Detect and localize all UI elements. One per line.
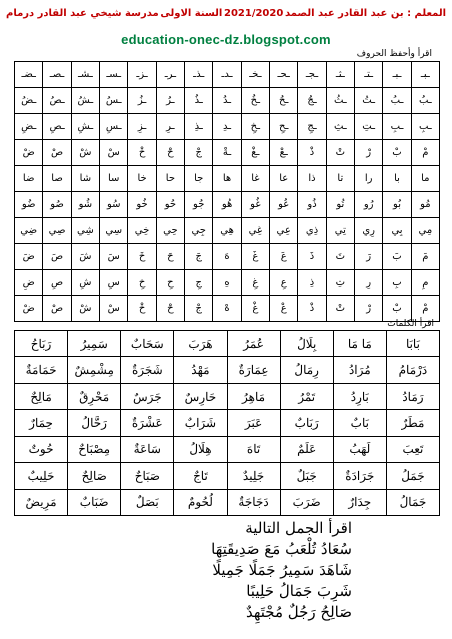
letter-cell: مْ (411, 140, 439, 166)
letter-cell: هْ (213, 296, 241, 322)
word-cell: تَمْرُ (280, 383, 333, 409)
letter-cell: عُو (270, 192, 298, 218)
letter-cell: شِ (71, 270, 99, 296)
letter-cell: مِ (411, 270, 439, 296)
letter-cell: سُو (100, 192, 128, 218)
letter-cell: هُو (213, 192, 241, 218)
letter-cell: سِي (100, 218, 128, 244)
word-cell: مِشْمِشٌ (68, 357, 121, 383)
word-cell: رَبَاحُ (15, 331, 68, 357)
letter-cell: ـرِ (156, 114, 184, 140)
letter-cell: را (355, 166, 383, 192)
letter-cell: ـبُ (383, 88, 411, 114)
word-cell: عَلَمٌ (280, 436, 333, 462)
letter-cell: شُو (71, 192, 99, 218)
word-cell: مَالِحٌ (15, 383, 68, 409)
word-cell: رِمَالُ (280, 357, 333, 383)
letter-cell: تْ (326, 140, 354, 166)
word-cell: جِدَارٌ (333, 489, 386, 515)
letter-cell: مَ (411, 244, 439, 270)
letters-row (15, 114, 440, 140)
letter-cell: رِ (355, 270, 383, 296)
letter-cell: ـجُ (298, 88, 326, 114)
letter-cell: ضِ (15, 270, 43, 296)
letter-cell: ـدِ (213, 114, 241, 140)
letter-cell: خِ (128, 270, 156, 296)
letter-cell: صْ (43, 140, 71, 166)
word-cell: لَهَبُ (333, 436, 386, 462)
letter-cell: ـحِ (270, 114, 298, 140)
letter-cell: غِي (241, 218, 269, 244)
word-cell: حَمَامَةٌ (15, 357, 68, 383)
teacher-name: المعلم : بن عبد القادر عبد الصمد (284, 8, 446, 19)
word-cell: حَارِسٌ (174, 383, 227, 409)
letter-cell: ـدـ (213, 62, 241, 88)
word-cell: سَاعَةٌ (121, 436, 174, 462)
word-cell: عَبَرَ (227, 410, 280, 436)
letter-cell: غِ (241, 270, 269, 296)
letter-cell: غُو (241, 192, 269, 218)
word-cell: جَرَادَةٌ (333, 463, 386, 489)
letter-cell: جْ (185, 296, 213, 322)
letters-row (15, 218, 440, 244)
letter-cell: ـشِ (71, 114, 99, 140)
letter-cell: بُو (383, 192, 411, 218)
letter-cell: خُو (128, 192, 156, 218)
letter-cell: ذِي (298, 218, 326, 244)
word-cell: مِصْبَاحٌ (68, 436, 121, 462)
letter-cell: صا (43, 166, 71, 192)
letter-cell: حْ (156, 140, 184, 166)
grade-label: السنة الاولى (160, 8, 223, 19)
letter-cell: ذا (298, 166, 326, 192)
letter-cell: رَ (355, 244, 383, 270)
letter-cell: ـثـ (326, 62, 354, 88)
page-header (6, 8, 446, 24)
letter-cell: ـبِ (411, 114, 439, 140)
word-cell: بِلَالُ (280, 331, 333, 357)
letters-row (15, 192, 440, 218)
letter-cell: ذْ (298, 140, 326, 166)
words-row (15, 383, 440, 409)
words-row (15, 410, 440, 436)
word-cell: جَمَالُ (386, 489, 439, 515)
letter-cell: شِي (71, 218, 99, 244)
letter-cell: خْ (128, 140, 156, 166)
words-table (14, 330, 440, 516)
letters-row (15, 270, 440, 296)
letter-cell: صِ (43, 270, 71, 296)
word-cell: بَابَا (386, 331, 439, 357)
letter-cell: عَ (270, 244, 298, 270)
letter-cell: مِي (411, 218, 439, 244)
letter-cell: ـذِ (185, 114, 213, 140)
letter-cell: خَ (128, 244, 156, 270)
letter-cell: صُو (43, 192, 71, 218)
letter-cell: جِي (185, 218, 213, 244)
letter-cell: ـصِ (43, 114, 71, 140)
letter-cell: ـزـ (128, 62, 156, 88)
word-cell: مَا مَا (333, 331, 386, 357)
word-cell: حُوتٌ (15, 436, 68, 462)
word-cell: مُرَادُ (333, 357, 386, 383)
sentences-title: اقرأ الجمل التالية (245, 519, 352, 537)
letter-cell: ذِ (298, 270, 326, 296)
letter-cell: رُو (355, 192, 383, 218)
word-cell: دَجَاجَةٌ (227, 489, 280, 515)
letter-cell: حَ (156, 244, 184, 270)
word-cell: تَاهَ (227, 436, 280, 462)
letter-cell: ذَ (298, 244, 326, 270)
letter-cell: رِي (355, 218, 383, 244)
letter-cell: ـصـ (43, 62, 71, 88)
letter-cell: ـخِ (241, 114, 269, 140)
letter-cell: ـبـ (411, 62, 439, 88)
letter-cell: ـشـ (71, 62, 99, 88)
letter-cell: غَ (241, 244, 269, 270)
letter-cell: ـسـ (100, 62, 128, 88)
word-cell: سَمِيرُ (68, 331, 121, 357)
words-row (15, 331, 440, 357)
letters-section-label: اقرأ وأحفظ الحروف (356, 49, 432, 59)
letter-cell: ضَ (15, 244, 43, 270)
letter-cell: شْ (71, 140, 99, 166)
letter-cell: ـخـ (241, 62, 269, 88)
word-cell: لُحُومٌ (174, 489, 227, 515)
words-section-label: اقرأ الكلمات (387, 319, 434, 329)
letter-cell: ـشُ (71, 88, 99, 114)
letter-cell: ضْ (15, 140, 43, 166)
letters-row (15, 244, 440, 270)
letter-cell: بْ (383, 296, 411, 322)
letter-cell: هَ (213, 244, 241, 270)
letter-cell: عِ (270, 270, 298, 296)
letters-row (15, 62, 440, 88)
letter-cell: ضِي (15, 218, 43, 244)
word-cell: جَمَلُ (386, 463, 439, 489)
letter-cell: تِي (326, 218, 354, 244)
sentences-block (52, 518, 352, 623)
letter-cell: بَ (383, 244, 411, 270)
word-cell: ضَبَابٌ (68, 489, 121, 515)
letter-cell: سِ (100, 270, 128, 296)
letter-cell: عا (270, 166, 298, 192)
letter-cell: ـذُ (185, 88, 213, 114)
letter-cell: با (383, 166, 411, 192)
letters-table (14, 61, 440, 322)
letter-cell: حِي (156, 218, 184, 244)
letter-cell: ـبُ (411, 88, 439, 114)
letter-cell: صْ (43, 296, 71, 322)
letter-cell: صَ (43, 244, 71, 270)
word-cell: شَجَرَةٌ (121, 357, 174, 383)
word-cell: مَرِيضٌ (15, 489, 68, 515)
letter-cell: هِي (213, 218, 241, 244)
words-row (15, 463, 440, 489)
word-cell: ضَرَبَ (280, 489, 333, 515)
letter-cell: ها (213, 166, 241, 192)
letter-cell: ـجـ (298, 62, 326, 88)
sentence-line: شَاهَدَ سَمِيرُ جَمَلًا جَمِيلًا (212, 561, 352, 579)
words-row (15, 357, 440, 383)
letter-cell: بِ (383, 270, 411, 296)
word-cell: جَرَسٌ (121, 383, 174, 409)
letter-cell: غا (241, 166, 269, 192)
letter-cell: ذُو (298, 192, 326, 218)
letter-cell: حا (156, 166, 184, 192)
word-cell: مَطَرٌ (386, 410, 439, 436)
letter-cell: جِ (185, 270, 213, 296)
letter-cell: مُو (411, 192, 439, 218)
letter-cell: شا (71, 166, 99, 192)
letter-cell: ما (411, 166, 439, 192)
word-cell: عَشْرَةٌ (121, 410, 174, 436)
letter-cell: ـضِ (15, 114, 43, 140)
letter-cell: ذْ (298, 296, 326, 322)
word-cell: سَحَابٌ (121, 331, 174, 357)
letter-cell: خْ (128, 296, 156, 322)
letter-cell: ـصُ (43, 88, 71, 114)
letter-cell: شَ (71, 244, 99, 270)
letter-cell: مْ (411, 296, 439, 322)
letter-cell: غْ (241, 296, 269, 322)
letter-cell: عْ (270, 296, 298, 322)
letter-cell: بِي (383, 218, 411, 244)
letter-cell: تْ (326, 296, 354, 322)
letter-cell: ضُو (15, 192, 43, 218)
blog-url: education-onec-dz.blogspot.com (121, 32, 331, 47)
letter-cell: ـعْ (270, 140, 298, 166)
letter-cell: ضْ (15, 296, 43, 322)
letter-cell: ـرُ (156, 88, 184, 114)
sentence-line: شَرِبَ جَمَالُ حَلِيبًا (246, 582, 352, 600)
letter-cell: جُو (185, 192, 213, 218)
word-cell: مَاهِرُ (227, 383, 280, 409)
word-cell: رَمَادُ (386, 383, 439, 409)
letter-cell: ـةْ (213, 140, 241, 166)
word-cell: عُمَرُ (227, 331, 280, 357)
letter-cell: خِي (128, 218, 156, 244)
letters-row (15, 88, 440, 114)
letter-cell: ـبِ (383, 114, 411, 140)
letter-cell: ـزِ (128, 114, 156, 140)
letter-cell: ـحُ (270, 88, 298, 114)
letter-cell: سا (100, 166, 128, 192)
word-cell: بَارِدُ (333, 383, 386, 409)
letter-cell: ـثِ (326, 114, 354, 140)
letter-cell: هِ (213, 270, 241, 296)
letter-cell: سَ (100, 244, 128, 270)
letter-cell: ـثُ (326, 88, 354, 114)
word-cell: جَلِيدٌ (227, 463, 280, 489)
letter-cell: ـتـ (355, 62, 383, 88)
letter-cell: رْ (355, 296, 383, 322)
word-cell: تَعِبَ (386, 436, 439, 462)
letter-cell: شْ (71, 296, 99, 322)
letter-cell: ـضُ (15, 88, 43, 114)
letters-row (15, 166, 440, 192)
letters-row (15, 296, 440, 322)
letter-cell: ـحـ (270, 62, 298, 88)
letter-cell: ـتُ (355, 88, 383, 114)
letter-cell: ـسِ (100, 114, 128, 140)
letters-row (15, 140, 440, 166)
letter-cell: ـجِ (298, 114, 326, 140)
school-name: مدرسة شيخي عبد القادر درمام (6, 8, 159, 19)
letter-cell: تَ (326, 244, 354, 270)
letter-cell: ضا (15, 166, 43, 192)
letter-cell: تا (326, 166, 354, 192)
letter-cell: ـغْ (241, 140, 269, 166)
letter-cell: بْ (383, 140, 411, 166)
letter-cell: سْ (100, 140, 128, 166)
letter-cell: خا (128, 166, 156, 192)
letter-cell: جَ (185, 244, 213, 270)
letter-cell: حُو (156, 192, 184, 218)
letter-cell: ـضـ (15, 62, 43, 88)
letter-cell: رْ (355, 140, 383, 166)
sentence-line: سُعَادُ تُلْعَبُ مَعَ صَدِيقَتِهَا (211, 540, 352, 558)
letter-cell: جْ (185, 140, 213, 166)
letter-cell: ـبـ (383, 62, 411, 88)
word-cell: مَهْدُ (174, 357, 227, 383)
words-row (15, 436, 440, 462)
word-cell: حَلِيبٌ (15, 463, 68, 489)
letter-cell: صِي (43, 218, 71, 244)
letter-cell: ـخُ (241, 88, 269, 114)
word-cell: شَرَابٌ (174, 410, 227, 436)
letter-cell: ـسُ (100, 88, 128, 114)
letter-cell: حِ (156, 270, 184, 296)
school-year: 2021/2020 (223, 8, 284, 19)
word-cell: بَصَلٌ (121, 489, 174, 515)
letter-cell: عِي (270, 218, 298, 244)
words-row (15, 489, 440, 515)
letter-cell: ـذـ (185, 62, 213, 88)
word-cell: جَبَلٌ (280, 463, 333, 489)
letter-cell: ـرـ (156, 62, 184, 88)
letter-cell: ـدُ (213, 88, 241, 114)
word-cell: تَاجٌ (174, 463, 227, 489)
word-cell: مَحْرِقٌ (68, 383, 121, 409)
word-cell: هَرَبَ (174, 331, 227, 357)
word-cell: بَابٌ (333, 410, 386, 436)
word-cell: رَحَّالُ (68, 410, 121, 436)
word-cell: رَبَابٌ (280, 410, 333, 436)
word-cell: عِمَارَةٌ (227, 357, 280, 383)
sentence-line: صَالِحُ رَجُلٌ مُجْتَهِدٌ (245, 603, 352, 621)
letter-cell: ـزُ (128, 88, 156, 114)
word-cell: حِمَارٌ (15, 410, 68, 436)
letter-cell: تُو (326, 192, 354, 218)
letter-cell: جا (185, 166, 213, 192)
letter-cell: حْ (156, 296, 184, 322)
letter-cell: تِ (326, 270, 354, 296)
letter-cell: سْ (100, 296, 128, 322)
word-cell: هِلَالُ (174, 436, 227, 462)
word-cell: دَرْمَامُ (386, 357, 439, 383)
word-cell: صَبَاحٌ (121, 463, 174, 489)
word-cell: صَالِحٌ (68, 463, 121, 489)
letter-cell: ـتِ (355, 114, 383, 140)
